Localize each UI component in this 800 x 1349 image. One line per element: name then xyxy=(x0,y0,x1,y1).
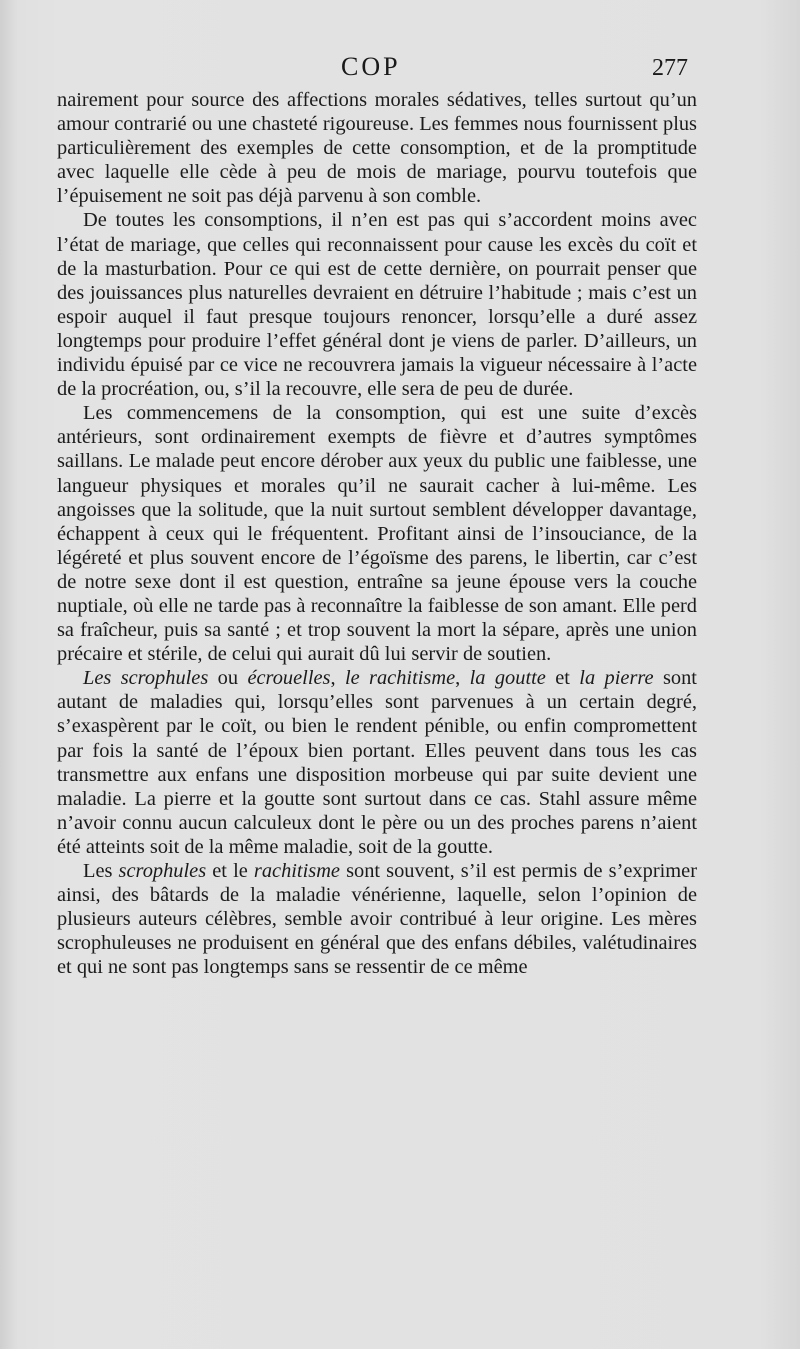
text-run: Les xyxy=(83,860,119,882)
italic-term: la pierre xyxy=(579,667,654,690)
page-number: 277 xyxy=(652,55,688,81)
text-run: ou xyxy=(208,667,248,690)
text-run: , xyxy=(455,667,470,690)
italic-term: écrouelles xyxy=(247,667,331,690)
italic-term: Les scrophules xyxy=(83,667,209,690)
italic-term: la goutte xyxy=(469,667,546,690)
text-run: , xyxy=(330,667,345,690)
paragraph xyxy=(57,401,697,666)
page-header xyxy=(0,52,800,92)
text-run: Les commencemens de la consomption, qui est une suite d’excès antérieurs, sont ordinairement exempts de fièvre et d’autres symptômes saillans. Le malade peut encore dérober aux yeux du public une faiblesse, une langueur physiques et morales qu’il ne saurait cacher à lui-même. Les angoisses que la solitude, que la nuit surtout semblent développer davantage, échappent à ceux qui le fréquentent. Profitant ainsi de l’insouciance, de la légéreté et plus souvent encore de l’égoïsme des parens, le libertin, car c’est de notre sexe dont il est question, entraîne sa jeune épouse vers la couche nuptiale, où elle ne tarde pas à reconnaître la faiblesse de son amant. Elle perd sa fraîcheur, puis sa santé ; et trop souvent la mort la sépare, après une union précaire et stérile, de celui qui aurait dû lui servir de soutien. xyxy=(57,402,697,666)
paragraph xyxy=(57,88,697,208)
italic-term: rachitisme xyxy=(253,860,340,882)
text-run: et xyxy=(545,667,580,690)
text-run: sont souvent, s’il est permis de s’exprimer ainsi, des bâtards de la maladie vénérienne, laquelle, selon l’opinion de plusieurs auteurs célèbres, semble avoir contribué à leur origine. Les mères scrophuleuses ne produisent en général que des enfans débiles, valétudinaires et qui ne sont pas longtemps sans se ressentir de ce même xyxy=(57,860,697,979)
italic-term: le rachitisme xyxy=(344,667,456,690)
paragraph xyxy=(57,859,697,979)
body-text xyxy=(57,88,697,979)
text-run: De toutes les consomptions, il n’en est pas qui s’accordent moins avec l’état de mariage, que celles qui reconnaissent pour cause les excès du coït et de la masturbation. Pour ce qui est de cette dernière, on pourrait penser que des jouissances plus naturelles devraient en détruire l’habitude ; mais c’est un espoir auquel il faut presque toujours renoncer, lorsqu’elle a duré assez longtemps pour produire l’effet général dont je viens de parler. D’ailleurs, un individu épuisé par ce vice ne recouvrera jamais la vigueur nécessaire à l’acte de la procréation, ou, s’il la recouvre, elle sera de peu de durée. xyxy=(57,209,697,401)
paragraph xyxy=(57,208,697,401)
text-run: et le xyxy=(206,860,254,882)
text-run: nairement pour source des affections morales sédatives, telles surtout qu’un amour contrarié ou une chasteté rigoureuse. Les femmes nous fournissent plus particulièrement des exemples de cette consomption, et de la promptitude avec laquelle elle cède à peu de mois de mariage, pourvu toutefois que l’épuisement ne soit pas déjà parvenu à son comble. xyxy=(57,89,697,208)
italic-term: scrophules xyxy=(118,860,207,882)
paragraph xyxy=(57,666,697,859)
text-run: sont autant de maladies qui, lorsqu’elles sont parvenues à un certain degré, s’exaspèrent par le coït, ou bien le rendent pénible, ou enfin compromettent par fois la santé de l’époux bien portant. Elles peuvent dans tous les cas transmettre aux enfans une disposition morbeuse qui par suite devient une maladie. La pierre et la goutte sont surtout dans ce cas. Stahl assure même n’avoir connu aucun calculeux dont le père ou un des proches parens n’aient été atteints soit de la même maladie, soit de la goutte. xyxy=(57,667,697,858)
running-head: COP xyxy=(341,52,401,81)
